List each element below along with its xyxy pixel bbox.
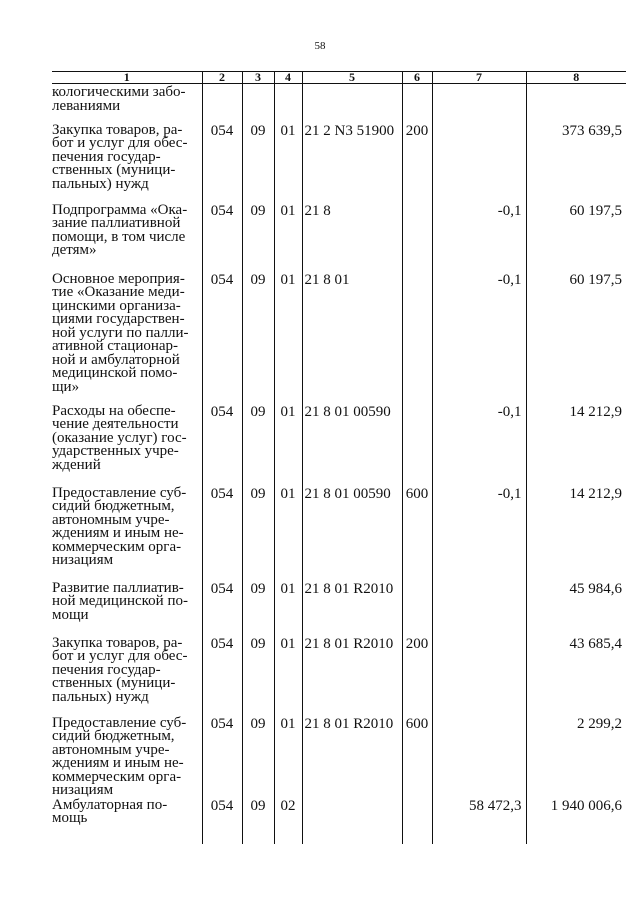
row-target-article: 21 8 01 R2010 (302, 717, 402, 799)
row-expense-type: 600 (402, 487, 432, 582)
row-total-amount: 2 299,2 (526, 717, 626, 799)
row-section: 09 (242, 204, 274, 273)
row-ministry-code: 054 (202, 405, 242, 487)
header-col-7: 7 (432, 72, 526, 84)
row-ministry-code: 054 (202, 273, 242, 405)
row-ministry-code: 054 (202, 637, 242, 717)
row-section: 09 (242, 717, 274, 799)
row-total-amount: 45 984,6 (526, 582, 626, 637)
row-section: 09 (242, 487, 274, 582)
row-ministry-code: 054 (202, 124, 242, 204)
row-change-amount: -0,1 (432, 405, 526, 487)
table-row (52, 582, 626, 637)
row-target-article: 21 2 N3 51900 (302, 124, 402, 204)
row-expense-type: 600 (402, 717, 432, 799)
row-target-article: 21 8 01 00590 (302, 405, 402, 487)
budget-table-container (52, 71, 626, 851)
row-subsection (274, 84, 302, 124)
row-ministry-code: 054 (202, 487, 242, 582)
row-subsection: 01 (274, 637, 302, 717)
row-name: кологическими забо- леваниями (52, 84, 186, 114)
table-row (52, 84, 626, 124)
row-total-amount: 14 212,9 (526, 405, 626, 487)
table-row (52, 717, 626, 799)
header-col-6: 6 (402, 72, 432, 84)
row-subsection: 01 (274, 273, 302, 405)
row-name: Предоставление суб- сидий бюджетным, автономным учре- ждениям и иным не- коммерческим орга- низациям (52, 714, 187, 798)
row-name: Предоставление суб- сидий бюджетным, автономным учре- ждениям и иным не- коммерческим орга- низациям (52, 484, 187, 568)
row-section (242, 84, 274, 124)
row-target-article (302, 799, 402, 844)
row-subsection: 01 (274, 487, 302, 582)
row-subsection: 01 (274, 124, 302, 204)
table-row (52, 405, 626, 487)
row-ministry-code: 054 (202, 717, 242, 799)
table-row (52, 799, 626, 844)
row-change-amount: -0,1 (432, 204, 526, 273)
row-section: 09 (242, 582, 274, 637)
header-col-8: 8 (526, 72, 626, 84)
row-change-amount: -0,1 (432, 273, 526, 405)
row-total-amount: 14 212,9 (526, 487, 626, 582)
table-row (52, 273, 626, 405)
row-name: Расходы на обеспе- чение деятельности (оказание услуг) гос- ударственных учре- ждений (52, 402, 187, 473)
row-target-article: 21 8 01 (302, 273, 402, 405)
row-change-amount (432, 84, 526, 124)
header-col-4: 4 (274, 72, 302, 84)
row-change-amount: -0,1 (432, 487, 526, 582)
table-row (52, 637, 626, 717)
row-expense-type (402, 204, 432, 273)
row-section: 09 (242, 799, 274, 844)
row-name: Развитие паллиатив- ной медицинской по- мощи (52, 579, 188, 623)
row-expense-type (402, 273, 432, 405)
row-name: Подпрограмма «Ока- зание паллиативной помощи, в том числе детям» (52, 201, 188, 258)
row-name: Основное мероприя- тие «Оказание меди- цинскими организа- циями государствен- ной услуги по палли- ативной стационар- ной и амбулаторной медицинской помо- щи» (52, 270, 189, 395)
row-change-amount: 58 472,3 (432, 799, 526, 844)
table-row (52, 124, 626, 204)
row-change-amount (432, 582, 526, 637)
header-col-3: 3 (242, 72, 274, 84)
row-subsection: 02 (274, 799, 302, 844)
row-target-article: 21 8 01 R2010 (302, 582, 402, 637)
row-subsection: 01 (274, 204, 302, 273)
row-ministry-code: 054 (202, 204, 242, 273)
header-col-2: 2 (202, 72, 242, 84)
row-subsection: 01 (274, 405, 302, 487)
header-col-1: 1 (52, 72, 202, 84)
row-change-amount (432, 717, 526, 799)
row-total-amount: 373 639,5 (526, 124, 626, 204)
row-change-amount (432, 124, 526, 204)
row-section: 09 (242, 273, 274, 405)
row-section: 09 (242, 637, 274, 717)
row-expense-type (402, 84, 432, 124)
table-row (52, 204, 626, 273)
row-ministry-code: 054 (202, 582, 242, 637)
row-target-article (302, 84, 402, 124)
row-total-amount: 43 685,4 (526, 637, 626, 717)
row-expense-type (402, 582, 432, 637)
row-total-amount: 60 197,5 (526, 204, 626, 273)
row-expense-type (402, 405, 432, 487)
row-section: 09 (242, 405, 274, 487)
header-col-5: 5 (302, 72, 402, 84)
row-target-article: 21 8 01 R2010 (302, 637, 402, 717)
row-total-amount (526, 84, 626, 124)
row-section: 09 (242, 124, 274, 204)
row-subsection: 01 (274, 582, 302, 637)
row-name: Закупка товаров, ра- бот и услуг для обес- печения государ- ственных (муници- пальных) нужд (52, 634, 188, 705)
budget-table (52, 71, 626, 844)
row-expense-type: 200 (402, 124, 432, 204)
row-expense-type: 200 (402, 637, 432, 717)
row-total-amount: 60 197,5 (526, 273, 626, 405)
row-ministry-code: 054 (202, 799, 242, 844)
row-expense-type (402, 799, 432, 844)
table-row (52, 487, 626, 582)
row-target-article: 21 8 01 00590 (302, 487, 402, 582)
row-name: Амбулаторная по- мощь (52, 796, 168, 826)
row-total-amount: 1 940 006,6 (526, 799, 626, 844)
row-subsection: 01 (274, 717, 302, 799)
header-row (52, 72, 626, 84)
page-number: 58 (314, 40, 326, 52)
row-target-article: 21 8 (302, 204, 402, 273)
row-ministry-code (202, 84, 242, 124)
row-change-amount (432, 637, 526, 717)
row-name: Закупка товаров, ра- бот и услуг для обес- печения государ- ственных (муници- пальных) нужд (52, 121, 188, 192)
